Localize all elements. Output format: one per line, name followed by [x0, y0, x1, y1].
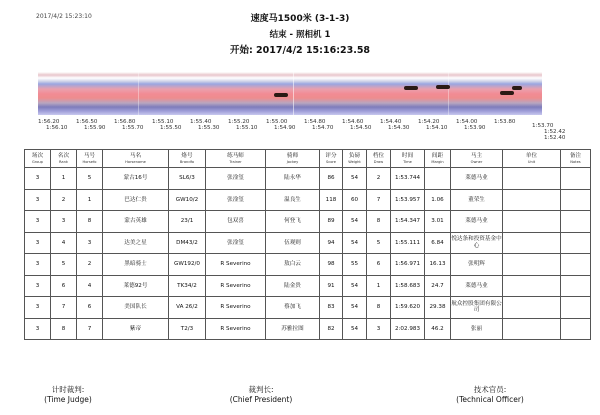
cell-notes: [561, 297, 591, 319]
column-header: 时间 Time: [391, 150, 425, 168]
cell-unit: [503, 211, 561, 233]
table-row: [25, 318, 591, 340]
cell-brand: T2/3: [169, 318, 206, 340]
cell-horse-name: 达美之星: [103, 232, 169, 254]
cell-weight: 54: [343, 297, 367, 319]
results-table: [24, 149, 591, 340]
time-tick: 1:55.10: [236, 125, 258, 131]
cell-trainer: R Severino: [206, 254, 266, 276]
race-status: 结束 - 照相机 1: [269, 30, 331, 40]
cell-score: 89: [320, 211, 343, 233]
cell-horse-no: 2: [77, 254, 103, 276]
cell-draw: 2: [367, 168, 391, 190]
cell-margin: 1.06: [425, 189, 451, 211]
cell-jockey: 何登飞: [266, 211, 320, 233]
cell-margin: 24.7: [425, 275, 451, 297]
cell-draw: 1: [367, 275, 391, 297]
time-tick: 1:55.20: [228, 119, 250, 125]
column-header: 马主 Owner: [451, 150, 503, 168]
cell-brand: TK34/2: [169, 275, 206, 297]
column-header: 烙号 Brandfo: [169, 150, 206, 168]
cell-jockey: 敖白云: [266, 254, 320, 276]
cell-horse-no: 5: [77, 168, 103, 190]
cell-weight: 54: [343, 318, 367, 340]
cell-weight: 60: [343, 189, 367, 211]
column-header: 场次 Group: [25, 150, 51, 168]
time-tick: 1:53.70: [532, 123, 554, 129]
time-tick: 1:54.90: [274, 125, 296, 131]
cell-margin: [425, 168, 451, 190]
cell-horse-no: 4: [77, 275, 103, 297]
time-tick: 1:53.90: [464, 125, 486, 131]
cell-group: 3: [25, 168, 51, 190]
cell-horse-name: 蒙古英雄: [103, 211, 169, 233]
cell-group: 3: [25, 189, 51, 211]
cell-time: 2:02.983: [391, 318, 425, 340]
cell-horse-no: 6: [77, 297, 103, 319]
cell-jockey: 陆金贵: [266, 275, 320, 297]
cell-weight: 55: [343, 254, 367, 276]
signature-label: 技术官员:: [473, 385, 507, 394]
cell-draw: 7: [367, 189, 391, 211]
cell-notes: [561, 189, 591, 211]
cell-owner: 悦达条和投资基金中心: [451, 232, 503, 254]
cell-trainer: 包双喜: [206, 211, 266, 233]
cell-horse-name: 莱德92号: [103, 275, 169, 297]
cell-brand: VA 26/2: [169, 297, 206, 319]
cell-notes: [561, 254, 591, 276]
cell-group: 3: [25, 211, 51, 233]
time-tick: 1:54.70: [312, 125, 334, 131]
table-row: [25, 275, 591, 297]
cell-unit: [503, 318, 561, 340]
column-header: 间距 Margin: [425, 150, 451, 168]
cell-trainer: 张淦玺: [206, 168, 266, 190]
cell-draw: 5: [367, 232, 391, 254]
cell-unit: [503, 168, 561, 190]
print-timestamp: 2017/4/2 15:23:10: [36, 13, 92, 20]
cell-score: 82: [320, 318, 343, 340]
time-tick: 1:54.60: [342, 119, 364, 125]
time-tick: 1:52.40: [544, 135, 566, 141]
cell-score: 83: [320, 297, 343, 319]
cell-horse-name: 紫帝: [103, 318, 169, 340]
cell-owner: 张明辉: [451, 254, 503, 276]
cell-unit: [503, 297, 561, 319]
cell-margin: 6.84: [425, 232, 451, 254]
cell-unit: [503, 275, 561, 297]
cell-horse-no: 3: [77, 232, 103, 254]
cell-time: 1:59.620: [391, 297, 425, 319]
cell-time: 1:58.683: [391, 275, 425, 297]
signature-label-en: (Time Judge): [44, 394, 92, 404]
cell-trainer: 张淦玺: [206, 189, 266, 211]
column-header: 马号 Horsefo: [77, 150, 103, 168]
cell-weight: 54: [343, 211, 367, 233]
cell-horse-name: 蒙古16号: [103, 168, 169, 190]
cell-margin: 29.38: [425, 297, 451, 319]
cell-weight: 54: [343, 168, 367, 190]
signature-chief-president: [216, 385, 306, 405]
cell-time: 1:53.744: [391, 168, 425, 190]
cell-trainer: 张淦玺: [206, 232, 266, 254]
cell-owner: 董荣生: [451, 189, 503, 211]
cell-margin: 46.2: [425, 318, 451, 340]
cell-margin: 3.01: [425, 211, 451, 233]
time-tick: 1:55.70: [122, 125, 144, 131]
table-row: [25, 254, 591, 276]
cell-group: 3: [25, 254, 51, 276]
time-tick: 1:54.30: [388, 125, 410, 131]
signature-technical-officer: [440, 385, 540, 405]
column-header: 马名 Horsename: [103, 150, 169, 168]
cell-group: 3: [25, 318, 51, 340]
cell-unit: [503, 189, 561, 211]
cell-weight: 54: [343, 275, 367, 297]
cell-rank: 5: [51, 254, 77, 276]
cell-group: 3: [25, 297, 51, 319]
column-header: 档位 Draw: [367, 150, 391, 168]
cell-jockey: 苏雅拉图: [266, 318, 320, 340]
column-header: 单位 Unit: [503, 150, 561, 168]
cell-trainer: R Severino: [206, 318, 266, 340]
cell-rank: 3: [51, 211, 77, 233]
column-header: 评分 Score: [320, 150, 343, 168]
cell-draw: 8: [367, 211, 391, 233]
cell-owner: 张丽: [451, 318, 503, 340]
cell-notes: [561, 232, 591, 254]
cell-rank: 7: [51, 297, 77, 319]
time-tick: 1:52.42: [544, 129, 566, 135]
cell-brand: GW192/0: [169, 254, 206, 276]
cell-trainer: R Severino: [206, 275, 266, 297]
table-row: [25, 211, 591, 233]
time-tick: 1:55.30: [198, 125, 220, 131]
cell-notes: [561, 211, 591, 233]
time-tick: 1:54.80: [304, 119, 326, 125]
time-tick: 1:53.80: [494, 119, 516, 125]
cell-brand: 23/1: [169, 211, 206, 233]
cell-horse-name: 黑暗骑士: [103, 254, 169, 276]
cell-weight: 54: [343, 232, 367, 254]
cell-horse-no: 8: [77, 211, 103, 233]
cell-brand: GW10/2: [169, 189, 206, 211]
time-tick: 1:56.50: [76, 119, 98, 125]
table-header-row: [25, 150, 591, 168]
time-tick: 1:55.10: [152, 119, 174, 125]
cell-notes: [561, 168, 591, 190]
time-tick: 1:54.20: [418, 119, 440, 125]
cell-horse-no: 1: [77, 189, 103, 211]
time-tick: 1:56.80: [114, 119, 136, 125]
cell-group: 3: [25, 232, 51, 254]
time-tick: 1:54.50: [350, 125, 372, 131]
race-start-time: 开始: 2017/4/2 15:16:23.58: [229, 45, 371, 56]
cell-jockey: 蔡加飞: [266, 297, 320, 319]
time-tick: 1:56.10: [46, 125, 68, 131]
cell-notes: [561, 318, 591, 340]
cell-brand: SL6/3: [169, 168, 206, 190]
cell-owner: 莱德马业: [451, 275, 503, 297]
cell-draw: 8: [367, 297, 391, 319]
cell-horse-no: 7: [77, 318, 103, 340]
table-row: [25, 297, 591, 319]
cell-horse-name: 美国队长: [103, 297, 169, 319]
cell-owner: 莱德马业: [451, 168, 503, 190]
cell-unit: [503, 232, 561, 254]
cell-score: 98: [320, 254, 343, 276]
cell-score: 118: [320, 189, 343, 211]
time-tick: 1:55.50: [160, 125, 182, 131]
cell-owner: 莱德马业: [451, 211, 503, 233]
signature-label: 裁判长:: [248, 385, 274, 394]
cell-brand: DM43/2: [169, 232, 206, 254]
cell-unit: [503, 254, 561, 276]
time-tick: 1:54.40: [380, 119, 402, 125]
cell-score: 86: [320, 168, 343, 190]
column-header: 名次 Rank: [51, 150, 77, 168]
signature-time-judge: [28, 385, 108, 405]
column-header: 骑师 Jockey: [266, 150, 320, 168]
cell-score: 94: [320, 232, 343, 254]
cell-rank: 4: [51, 232, 77, 254]
time-tick: 1:54.10: [426, 125, 448, 131]
cell-owner: 航众控股集团有限公司: [451, 297, 503, 319]
signature-label-en: (Technical Officer): [456, 394, 524, 404]
time-tick: 1:56.20: [38, 119, 60, 125]
cell-rank: 1: [51, 168, 77, 190]
cell-time: 1:55.111: [391, 232, 425, 254]
signature-label-en: (Chief President): [229, 394, 293, 404]
finish-line-photo: [38, 72, 542, 115]
table-row: [25, 189, 591, 211]
race-title: 速度马1500米 (3-1-3): [250, 14, 350, 24]
cell-time: 1:56.971: [391, 254, 425, 276]
cell-time: 1:54.347: [391, 211, 425, 233]
time-tick: 1:55.90: [84, 125, 106, 131]
signature-label: 计时裁判:: [51, 385, 85, 394]
cell-score: 91: [320, 275, 343, 297]
cell-trainer: R Severino: [206, 297, 266, 319]
cell-rank: 2: [51, 189, 77, 211]
column-header: 负磅 Weight: [343, 150, 367, 168]
time-tick: 1:55.40: [190, 119, 212, 125]
cell-horse-name: 巴达仁贵: [103, 189, 169, 211]
cell-jockey: 伍观则: [266, 232, 320, 254]
column-header: 练马师 Trainer: [206, 150, 266, 168]
cell-jockey: 陆永华: [266, 168, 320, 190]
cell-rank: 6: [51, 275, 77, 297]
column-header: 备注 Notes: [561, 150, 591, 168]
table-row: [25, 168, 591, 190]
time-tick: 1:54.00: [456, 119, 478, 125]
cell-time: 1:53.957: [391, 189, 425, 211]
cell-draw: 6: [367, 254, 391, 276]
time-tick: 1:55.00: [266, 119, 288, 125]
cell-margin: 16.13: [425, 254, 451, 276]
cell-rank: 8: [51, 318, 77, 340]
cell-draw: 3: [367, 318, 391, 340]
cell-jockey: 温良生: [266, 189, 320, 211]
cell-notes: [561, 275, 591, 297]
table-row: [25, 232, 591, 254]
cell-group: 3: [25, 275, 51, 297]
